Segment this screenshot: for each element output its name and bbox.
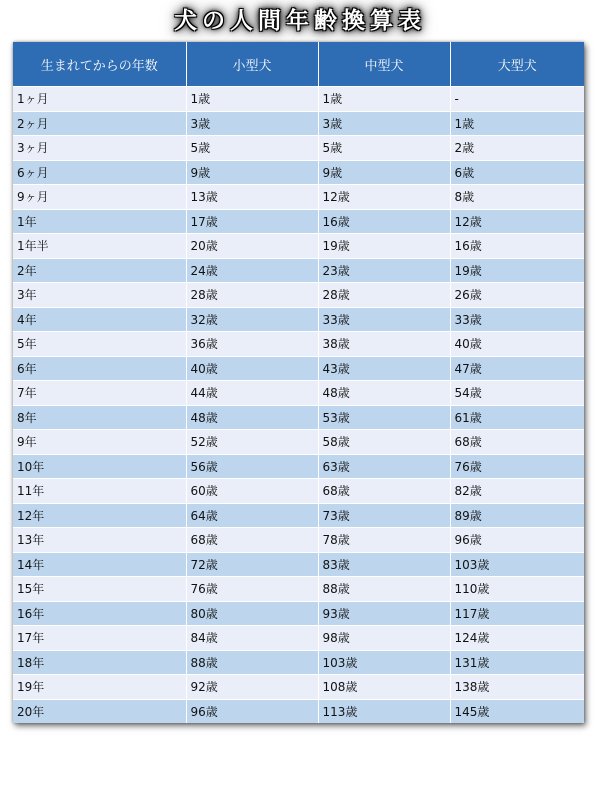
- cell-medium-dog: 68歳: [318, 479, 450, 504]
- cell-years: 2ヶ月: [13, 111, 186, 136]
- table-row: [13, 332, 584, 357]
- cell-small-dog: 24歳: [186, 258, 318, 283]
- cell-small-dog: 88歳: [186, 650, 318, 675]
- table-header: [13, 42, 584, 87]
- cell-years: 1年: [13, 209, 186, 234]
- cell-medium-dog: 19歳: [318, 234, 450, 259]
- cell-large-dog: 2歳: [450, 136, 584, 161]
- cell-small-dog: 28歳: [186, 283, 318, 308]
- cell-medium-dog: 98歳: [318, 626, 450, 651]
- table-row: [13, 626, 584, 651]
- table-row: [13, 552, 584, 577]
- cell-years: 10年: [13, 454, 186, 479]
- cell-small-dog: 40歳: [186, 356, 318, 381]
- cell-large-dog: 6歳: [450, 160, 584, 185]
- table-row: [13, 381, 584, 406]
- table-row: [13, 111, 584, 136]
- cell-years: 6年: [13, 356, 186, 381]
- cell-small-dog: 64歳: [186, 503, 318, 528]
- cell-small-dog: 60歳: [186, 479, 318, 504]
- table-row: [13, 356, 584, 381]
- cell-small-dog: 20歳: [186, 234, 318, 259]
- cell-years: 9年: [13, 430, 186, 455]
- cell-years: 17年: [13, 626, 186, 651]
- cell-medium-dog: 78歳: [318, 528, 450, 553]
- cell-medium-dog: 5歳: [318, 136, 450, 161]
- cell-small-dog: 17歳: [186, 209, 318, 234]
- cell-small-dog: 48歳: [186, 405, 318, 430]
- header-large-dog: 大型犬: [450, 42, 584, 87]
- table-row: [13, 503, 584, 528]
- cell-years: 13年: [13, 528, 186, 553]
- cell-large-dog: 26歳: [450, 283, 584, 308]
- table-row: [13, 675, 584, 700]
- cell-small-dog: 76歳: [186, 577, 318, 602]
- cell-years: 1年半: [13, 234, 186, 259]
- table-row: [13, 699, 584, 723]
- cell-small-dog: 72歳: [186, 552, 318, 577]
- cell-large-dog: 54歳: [450, 381, 584, 406]
- cell-years: 9ヶ月: [13, 185, 186, 210]
- cell-small-dog: 32歳: [186, 307, 318, 332]
- cell-years: 16年: [13, 601, 186, 626]
- cell-medium-dog: 23歳: [318, 258, 450, 283]
- cell-small-dog: 68歳: [186, 528, 318, 553]
- cell-years: 20年: [13, 699, 186, 723]
- table-row: [13, 307, 584, 332]
- table-row: [13, 258, 584, 283]
- cell-years: 3年: [13, 283, 186, 308]
- cell-large-dog: 8歳: [450, 185, 584, 210]
- cell-medium-dog: 1歳: [318, 87, 450, 112]
- cell-medium-dog: 103歳: [318, 650, 450, 675]
- cell-small-dog: 5歳: [186, 136, 318, 161]
- cell-medium-dog: 43歳: [318, 356, 450, 381]
- cell-large-dog: 33歳: [450, 307, 584, 332]
- cell-small-dog: 52歳: [186, 430, 318, 455]
- cell-small-dog: 13歳: [186, 185, 318, 210]
- cell-large-dog: 110歳: [450, 577, 584, 602]
- cell-years: 18年: [13, 650, 186, 675]
- header-small-dog: 小型犬: [186, 42, 318, 87]
- cell-years: 8年: [13, 405, 186, 430]
- cell-medium-dog: 93歳: [318, 601, 450, 626]
- age-conversion-table: [13, 42, 584, 723]
- table-row: [13, 209, 584, 234]
- table-row: [13, 528, 584, 553]
- cell-years: 15年: [13, 577, 186, 602]
- cell-years: 14年: [13, 552, 186, 577]
- cell-medium-dog: 113歳: [318, 699, 450, 723]
- cell-years: 6ヶ月: [13, 160, 186, 185]
- cell-large-dog: 40歳: [450, 332, 584, 357]
- cell-medium-dog: 63歳: [318, 454, 450, 479]
- cell-small-dog: 80歳: [186, 601, 318, 626]
- cell-large-dog: 47歳: [450, 356, 584, 381]
- cell-large-dog: 68歳: [450, 430, 584, 455]
- table-row: [13, 234, 584, 259]
- table-row: [13, 601, 584, 626]
- cell-medium-dog: 9歳: [318, 160, 450, 185]
- table-row: [13, 283, 584, 308]
- cell-years: 3ヶ月: [13, 136, 186, 161]
- cell-large-dog: 117歳: [450, 601, 584, 626]
- cell-large-dog: 89歳: [450, 503, 584, 528]
- cell-small-dog: 3歳: [186, 111, 318, 136]
- cell-years: 11年: [13, 479, 186, 504]
- cell-medium-dog: 33歳: [318, 307, 450, 332]
- cell-medium-dog: 83歳: [318, 552, 450, 577]
- page-title: 犬の人間年齢換算表: [174, 7, 426, 34]
- table-row: [13, 136, 584, 161]
- cell-large-dog: 12歳: [450, 209, 584, 234]
- cell-medium-dog: 48歳: [318, 381, 450, 406]
- cell-small-dog: 9歳: [186, 160, 318, 185]
- cell-years: 19年: [13, 675, 186, 700]
- cell-years: 4年: [13, 307, 186, 332]
- cell-large-dog: 124歳: [450, 626, 584, 651]
- cell-medium-dog: 58歳: [318, 430, 450, 455]
- cell-large-dog: 138歳: [450, 675, 584, 700]
- age-conversion-table-frame: [13, 42, 584, 723]
- table-row: [13, 650, 584, 675]
- cell-large-dog: 16歳: [450, 234, 584, 259]
- cell-large-dog: 96歳: [450, 528, 584, 553]
- cell-medium-dog: 53歳: [318, 405, 450, 430]
- header-row: [13, 42, 584, 87]
- cell-large-dog: 145歳: [450, 699, 584, 723]
- cell-medium-dog: 16歳: [318, 209, 450, 234]
- table-row: [13, 185, 584, 210]
- table-row: [13, 430, 584, 455]
- cell-large-dog: 131歳: [450, 650, 584, 675]
- cell-large-dog: 103歳: [450, 552, 584, 577]
- cell-years: 7年: [13, 381, 186, 406]
- cell-years: 2年: [13, 258, 186, 283]
- header-medium-dog: 中型犬: [318, 42, 450, 87]
- cell-medium-dog: 12歳: [318, 185, 450, 210]
- cell-small-dog: 1歳: [186, 87, 318, 112]
- cell-large-dog: 76歳: [450, 454, 584, 479]
- cell-years: 1ヶ月: [13, 87, 186, 112]
- cell-small-dog: 36歳: [186, 332, 318, 357]
- cell-large-dog: 1歳: [450, 111, 584, 136]
- table-body: [13, 87, 584, 724]
- cell-medium-dog: 28歳: [318, 283, 450, 308]
- cell-medium-dog: 3歳: [318, 111, 450, 136]
- cell-medium-dog: 38歳: [318, 332, 450, 357]
- table-row: [13, 479, 584, 504]
- table-row: [13, 454, 584, 479]
- cell-medium-dog: 73歳: [318, 503, 450, 528]
- table-row: [13, 405, 584, 430]
- cell-years: 5年: [13, 332, 186, 357]
- table-row: [13, 160, 584, 185]
- cell-large-dog: 61歳: [450, 405, 584, 430]
- cell-small-dog: 44歳: [186, 381, 318, 406]
- cell-large-dog: 19歳: [450, 258, 584, 283]
- table-row: [13, 577, 584, 602]
- cell-large-dog: -: [450, 87, 584, 112]
- table-row: [13, 87, 584, 112]
- cell-medium-dog: 88歳: [318, 577, 450, 602]
- cell-small-dog: 92歳: [186, 675, 318, 700]
- cell-years: 12年: [13, 503, 186, 528]
- cell-medium-dog: 108歳: [318, 675, 450, 700]
- cell-small-dog: 96歳: [186, 699, 318, 723]
- header-years-since-birth: 生まれてからの年数: [13, 42, 186, 87]
- cell-small-dog: 56歳: [186, 454, 318, 479]
- cell-large-dog: 82歳: [450, 479, 584, 504]
- cell-small-dog: 84歳: [186, 626, 318, 651]
